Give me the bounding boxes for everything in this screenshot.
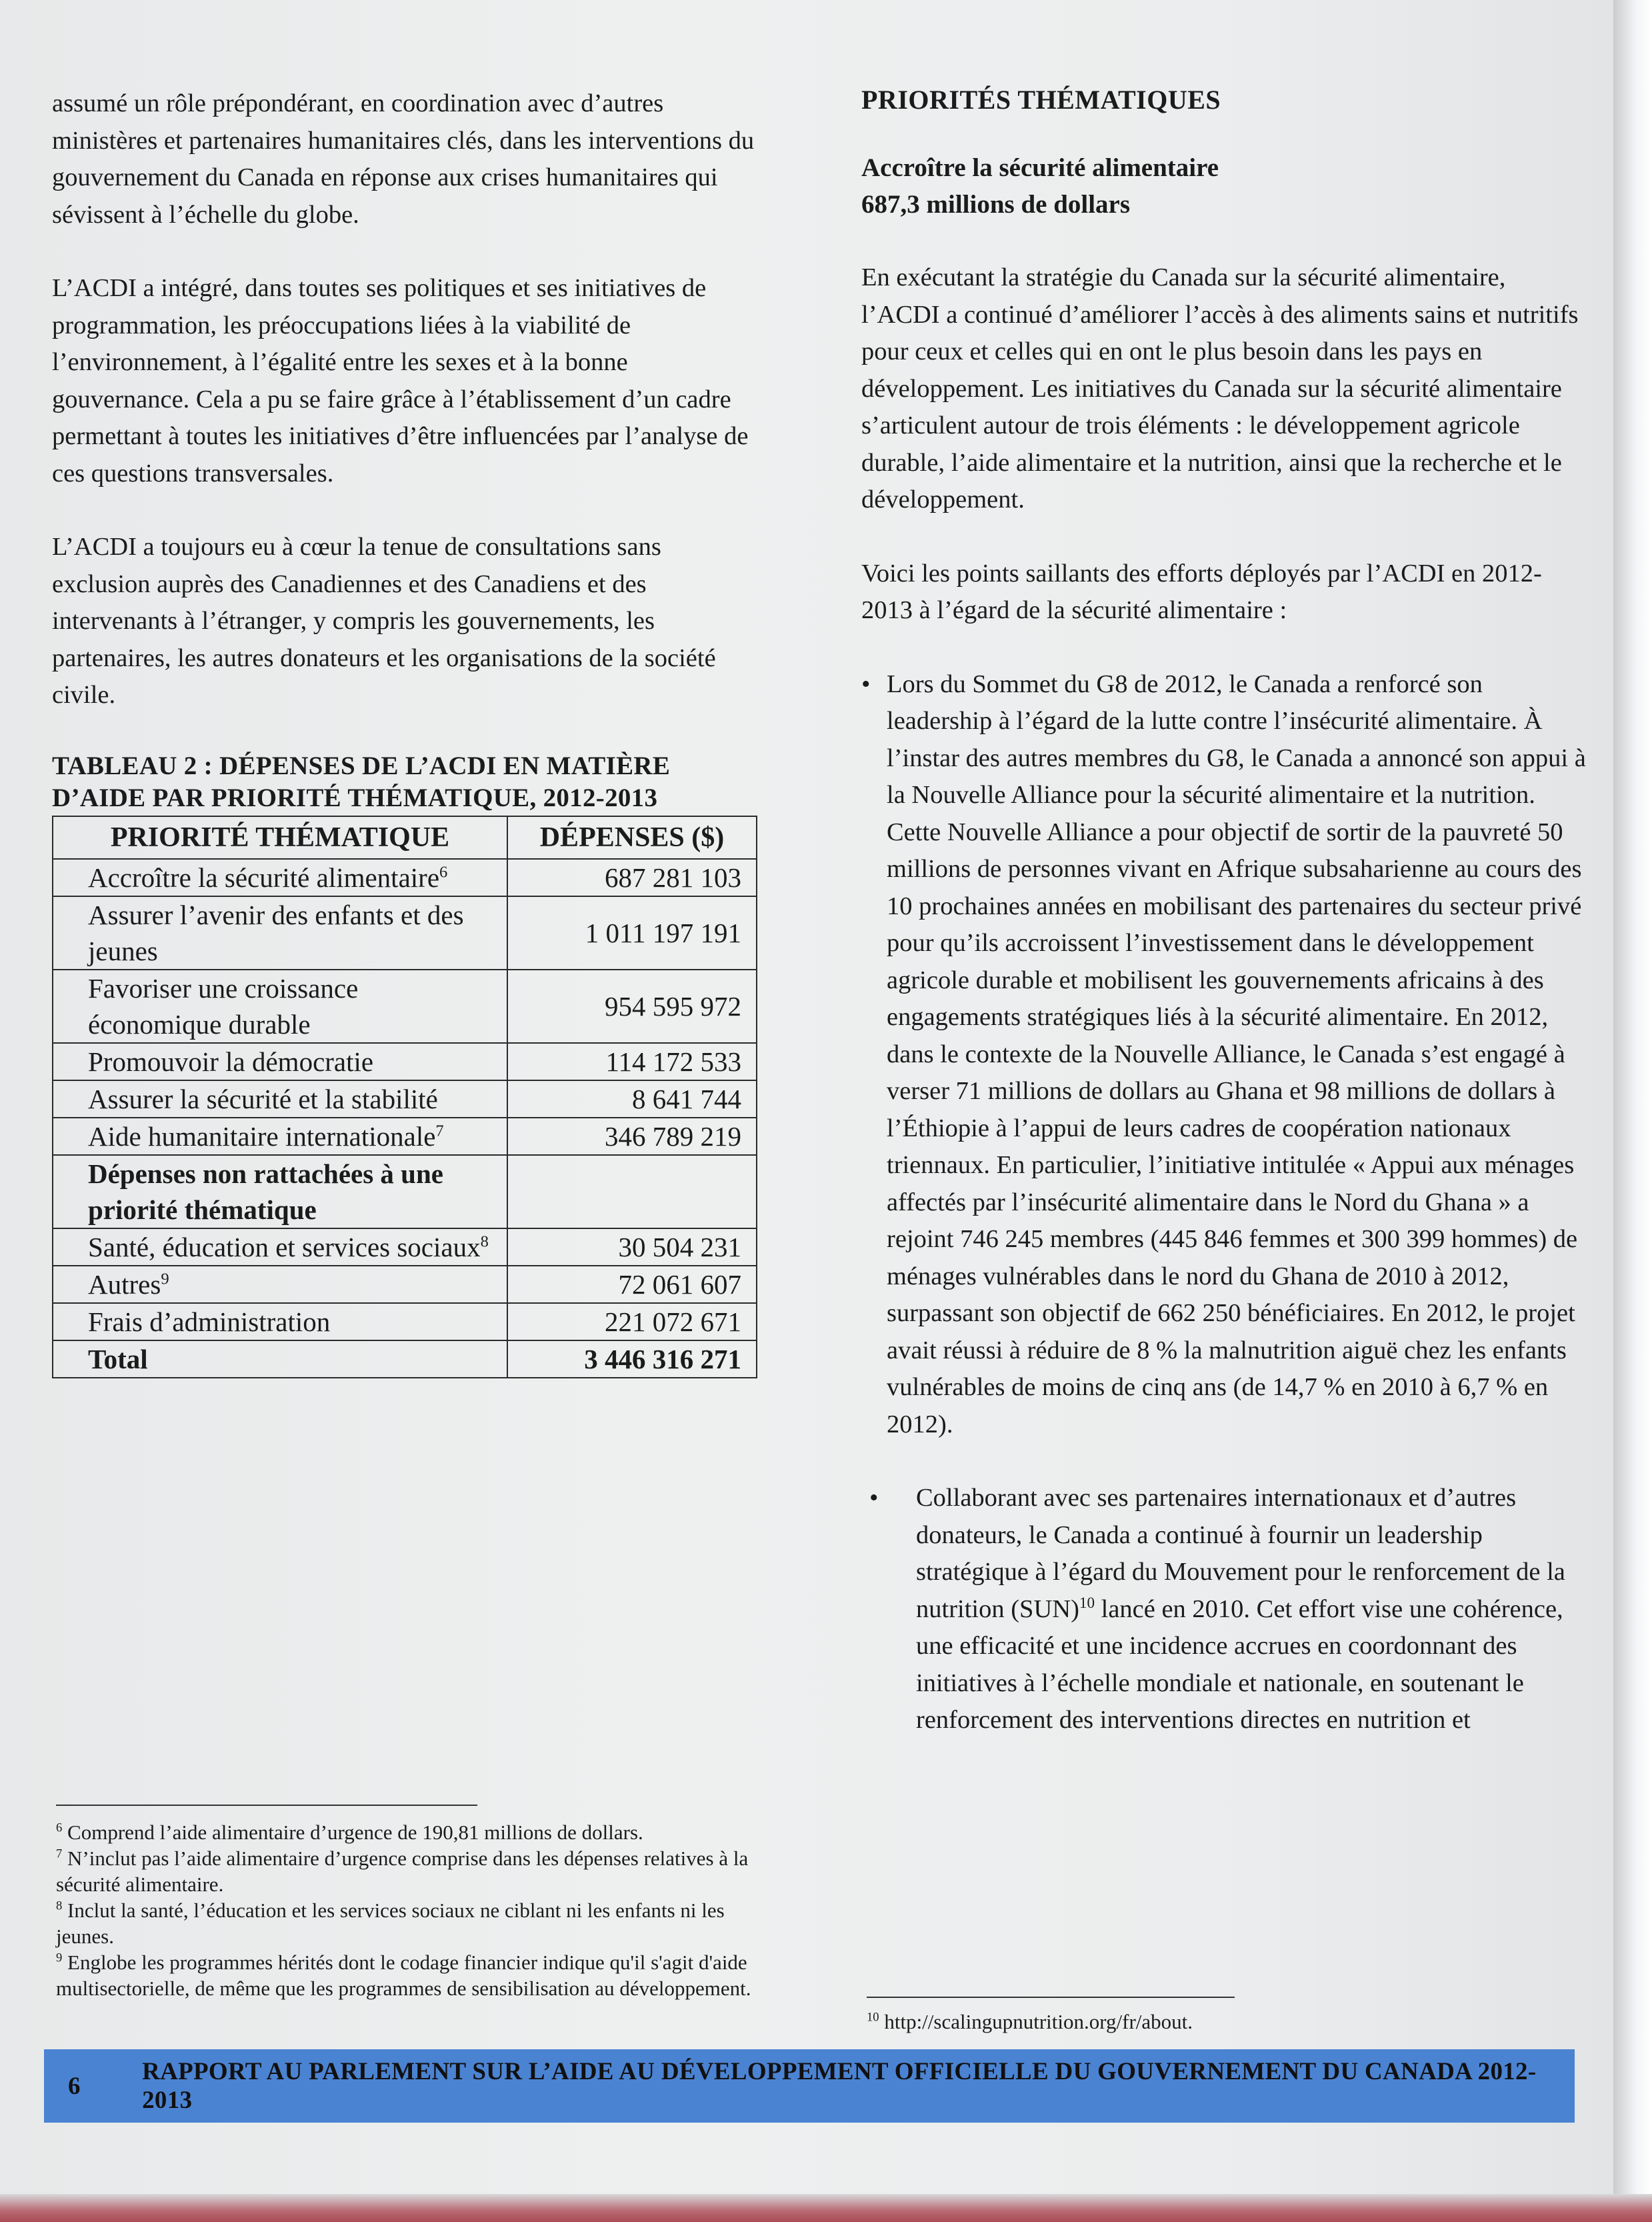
footnote-number: 8: [56, 1899, 63, 1913]
list-item: [861, 1480, 1588, 1739]
priority-label: Assurer la sécurité et la stabilité: [88, 1083, 438, 1114]
header-priority: PRIORITÉ THÉMATIQUE: [53, 816, 507, 859]
footnote-ref: 6: [439, 862, 448, 881]
bullet-text: Lors du Sommet du G8 de 2012, le Canada a renforcé son leadership à l’égard de la lutte contre l’insécurité alimentaire. À l’instar des autres membres du G8, le Canada a annoncé son appui à la Nouvelle Alliance pour la sécurité alimentaire et la nutrition. Cette Nouvelle Alliance a pour objectif de sortir de la pauvreté 50 millions de personnes vivant en Afrique subsaharienne au cours des 10 prochaines années en mobilisant des partenaires du secteur privé pour qu’ils accroissent l’investissement dans le développement agricole durable et mobilisent les gouvernements africains à des engagements stratégiques liés à la sécurité alimentaire. En 2012, dans le contexte de la Nouvelle Alliance, le Canada s’est engagé à verser 71 millions de dollars au Ghana et 98 millions de dollars à l’Éthiopie à l’appui de leurs cadres de coopération nationaux triennaux. En particulier, l’initiative intitulée « Appui aux ménages affectés par l’insécurité alimentaire dans le Nord du Ghana » a rejoint 746 245 membres (445 846 femmes et 300 399 hommes) de ménages vulnérables dans le nord du Ghana de 2010 à 2012, surpassant son objectif de 662 250 bénéficiaires. En 2012, le projet avait réussi à réduire de 8 % la malnutrition aiguë chez les enfants vulnérables de moins de cinq ans (de 14,7 % en 2010 à 6,7 % en 2012).: [887, 670, 1586, 1438]
table-row: [53, 1043, 757, 1080]
left-column: [52, 85, 759, 1378]
table-title: TABLEAU 2 : DÉPENSES DE L’ACDI EN MATIÈRE D’AIDE PAR PRIORITÉ THÉMATIQUE, 2012-2013: [52, 751, 671, 812]
spending-table: [52, 816, 757, 1378]
footnote-text: Englobe les programmes hérités dont le codage financier indique qu'il s'agit d'aide multisectorielle, de même que les programmes de sensibilisation au développement.: [56, 1951, 751, 2000]
subheading-priority: Accroître la sécurité alimentaire: [861, 153, 1219, 182]
table-cell-amount: 114 172 533: [507, 1043, 757, 1080]
subheading-amount: 687,3 millions de dollars: [861, 190, 1131, 219]
footnote-ref: 9: [161, 1269, 169, 1288]
table-cell-priority: [53, 1340, 507, 1378]
table-cell-priority: [53, 1118, 507, 1155]
footnote-item: [56, 1949, 763, 2001]
page-number: 6: [68, 2072, 81, 2100]
footnote-ref: 10: [1079, 1593, 1095, 1611]
table-row: [53, 1303, 757, 1340]
bullet-text-end: lancé en 2010. Cet effort vise une cohérence, une efficacité et une incidence accrues en coordonnant des initiatives à l’échelle mondiale et nationale, en soutenant le renforcement des interventions directes en nutrition et: [916, 1594, 1563, 1734]
table-cell-priority: [53, 1303, 507, 1340]
table-row: [53, 1080, 757, 1118]
table-cell-priority: [53, 1155, 507, 1228]
table-row: [53, 1266, 757, 1303]
table-header-row: [53, 816, 757, 859]
footnote-number: 9: [56, 1951, 63, 1965]
footnote-item: [56, 1897, 763, 1949]
table-cell-amount: 8 641 744: [507, 1080, 757, 1118]
table-cell-amount: 30 504 231: [507, 1228, 757, 1266]
priority-label: Frais d’administration: [88, 1306, 331, 1337]
table-row: [53, 1228, 757, 1266]
priority-label: Accroître la sécurité alimentaire: [88, 862, 440, 893]
footnote-link-text: http://scalingupnutrition.org/fr/about.: [884, 2010, 1193, 2033]
right-paragraph-1: En exécutant la stratégie du Canada sur la sécurité alimentaire, l’ACDI a continué d’améliorer l’accès à des aliments sains et nutritifs pour ceux et celles qui en ont le plus besoin dans les pays en développement. Les initiatives du Canada sur la sécurité alimentaire s’articulent autour de trois éléments : le développement agricole durable, l’aide alimentaire et la nutrition, ainsi que la recherche et le développement.: [861, 263, 1579, 513]
page-edge-shadow: [1613, 0, 1652, 2222]
footnote-number: 7: [56, 1847, 63, 1861]
scan-bottom-edge: [0, 2194, 1652, 2222]
bullet-icon: •: [869, 1484, 879, 1512]
list-item: [861, 666, 1588, 1444]
priority-label: Total: [88, 1343, 148, 1374]
table-body: [53, 859, 757, 1378]
priority-label: Aide humanitaire internationale: [88, 1120, 436, 1152]
footnote-text: Comprend l’aide alimentaire d’urgence de 190,81 millions de dollars.: [67, 1821, 643, 1844]
table-row: [53, 1340, 757, 1378]
priority-label: Santé, éducation et services sociaux: [88, 1231, 481, 1262]
footnote-separator-right: [867, 1997, 1235, 1998]
table-cell-priority: [53, 1080, 507, 1118]
footnote-separator-left: [56, 1805, 477, 1806]
table-row: [53, 1155, 757, 1228]
table-cell-priority: [53, 859, 507, 896]
priority-label: Assurer l’avenir des enfants et des jeunes: [88, 899, 464, 966]
footnote-ref: 8: [480, 1232, 489, 1250]
footnotes-left: [56, 1819, 763, 2001]
table-cell-amount: [507, 1155, 757, 1228]
table-cell-amount: 3 446 316 271: [507, 1340, 757, 1378]
footnote-number: 10: [867, 2010, 879, 2025]
highlights-list: [861, 666, 1588, 1739]
priority-label: Favoriser une croissance économique durable: [88, 972, 359, 1040]
footnote-text: N’inclut pas l’aide alimentaire d’urgence comprise dans les dépenses relatives à la sécurité alimentaire.: [56, 1847, 749, 1896]
table-cell-priority: [53, 1228, 507, 1266]
right-column: [861, 80, 1588, 1739]
header-spending: DÉPENSES ($): [507, 816, 757, 859]
table-cell-priority: [53, 1266, 507, 1303]
table-row: [53, 859, 757, 896]
table-row: [53, 970, 757, 1043]
footnote-ref: 7: [435, 1121, 444, 1140]
table-cell-amount: 1 011 197 191: [507, 896, 757, 970]
table-cell-amount: 687 281 103: [507, 859, 757, 896]
footer-bar: [44, 2049, 1575, 2123]
priority-label: Dépenses non rattachées à une priorité thématique: [88, 1158, 443, 1225]
footnote-right: [867, 2009, 1193, 2035]
bullet-text-start: Collaborant avec ses partenaires internationaux et d’autres donateurs, le Canada a continué à fournir un leadership stratégique à l’égard du Mouvement pour le renforcement de la nutrition (SUN): [916, 1484, 1565, 1623]
footnote-item: [56, 1819, 763, 1845]
right-paragraph-2: Voici les points saillants des efforts déployés par l’ACDI en 2012-2013 à l’égard de la sécurité alimentaire :: [861, 559, 1542, 624]
left-paragraph-1: assumé un rôle prépondérant, en coordination avec d’autres ministères et partenaires humanitaires clés, dans les interventions du gouvernement du Canada en réponse aux crises humanitaires qui sévissent à l’échelle du globe.: [52, 89, 755, 229]
footnote-text: Inclut la santé, l’éducation et les services sociaux ne ciblant ni les enfants ni les jeunes.: [56, 1899, 725, 1948]
table-cell-amount: 346 789 219: [507, 1118, 757, 1155]
table-cell-amount: 221 072 671: [507, 1303, 757, 1340]
table-cell-priority: [53, 970, 507, 1043]
table-cell-priority: [53, 896, 507, 970]
table-cell-amount: 954 595 972: [507, 970, 757, 1043]
table-row: [53, 896, 757, 970]
table-cell-amount: 72 061 607: [507, 1266, 757, 1303]
priority-label: Autres: [88, 1268, 161, 1300]
footnote-number: 6: [56, 1821, 63, 1835]
left-paragraph-3: L’ACDI a toujours eu à cœur la tenue de consultations sans exclusion auprès des Canadiennes et des Canadiens et des intervenants à l’étranger, y compris les gouvernements, les partenaires, les autres donateurs et les organisations de la société civile.: [52, 533, 716, 709]
bullet-icon: •: [861, 670, 871, 698]
footnote-item: [56, 1845, 763, 1897]
section-title: PRIORITÉS THÉMATIQUES: [861, 85, 1221, 115]
table-row: [53, 1118, 757, 1155]
left-paragraph-2: L’ACDI a intégré, dans toutes ses politiques et ses initiatives de programmation, les préoccupations liées à la viabilité de l’environnement, à l’égalité entre les sexes et à la bonne gouvernance. Cela a pu se faire grâce à l’établissement d’un cadre permettant à toutes les initiatives d’être influencées par l’analyse de ces questions transversales.: [52, 274, 749, 487]
priority-label: Promouvoir la démocratie: [88, 1046, 374, 1077]
table-cell-priority: [53, 1043, 507, 1080]
footer-title: RAPPORT AU PARLEMENT SUR L’AIDE AU DÉVELOPPEMENT OFFICIELLE DU GOUVERNEMENT DU CANADA 2012-2013: [142, 2058, 1537, 2114]
